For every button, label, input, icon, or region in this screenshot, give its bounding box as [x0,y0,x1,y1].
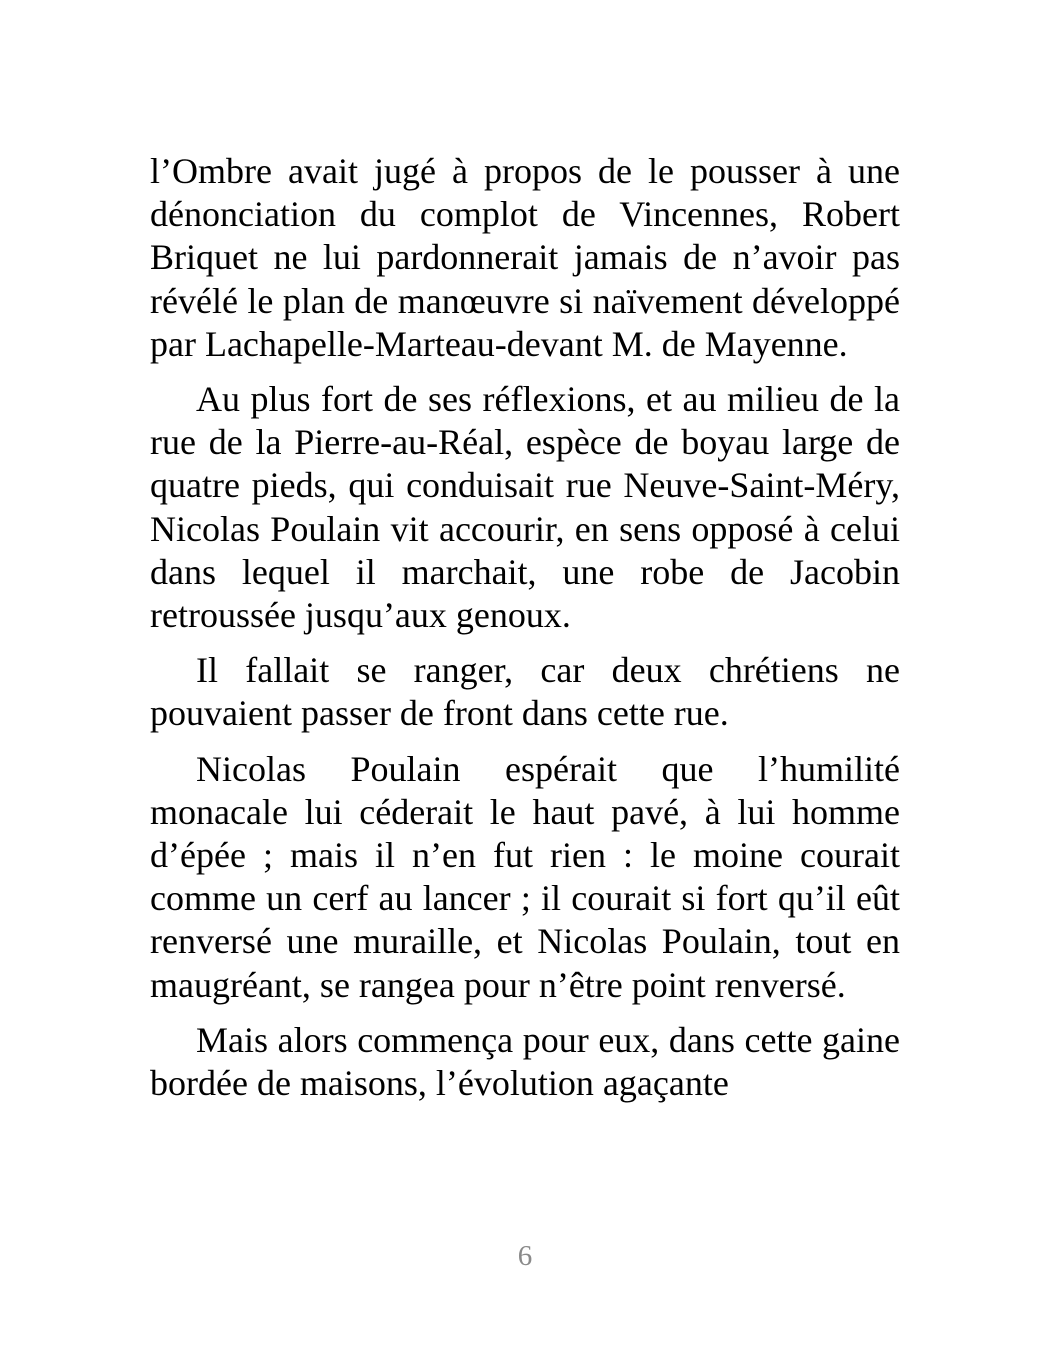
paragraph: l’Ombre avait jugé à propos de le pousser à une dénonciation du complot de Vincennes, Robert Briquet ne lui pardonnerait jamais de n’avoir pas révélé le plan de manœuvre si naïvement développé par Lachapelle-Marteau-devant M. de Mayenne. [150,151,900,364]
page-number: 6 [517,1240,533,1272]
paragraph: Au plus fort de ses réflexions, et au milieu de la rue de la Pierre-au-Réal, espèce de boyau large de quatre pieds, qui conduisait rue Neuve-Saint-Méry, Nicolas Poulain vit accourir, en sens opposé à celui dans lequel il marchait, une robe de Jacobin retroussée jusqu’aux genoux. [150,379,900,636]
paragraph: Mais alors commença pour eux, dans cette gaine bordée de maisons, l’évolution agaçante [150,1019,900,1104]
paragraph: Nicolas Poulain espérait que l’humilité monacale lui céderait le haut pavé, à lui homme d’épée ; mais il n’en fut rien : le moine courait comme un cerf au lancer ; il courait si fort qu’il eût renversé une muraille, et Nicolas Poulain, tout en maugréant, se rangea pour n’être point renversé. [150,748,900,1005]
paragraph: Il fallait se ranger, car deux chrétiens ne pouvaient passer de front dans cette rue. [150,650,900,734]
page-body [150,150,900,1117]
